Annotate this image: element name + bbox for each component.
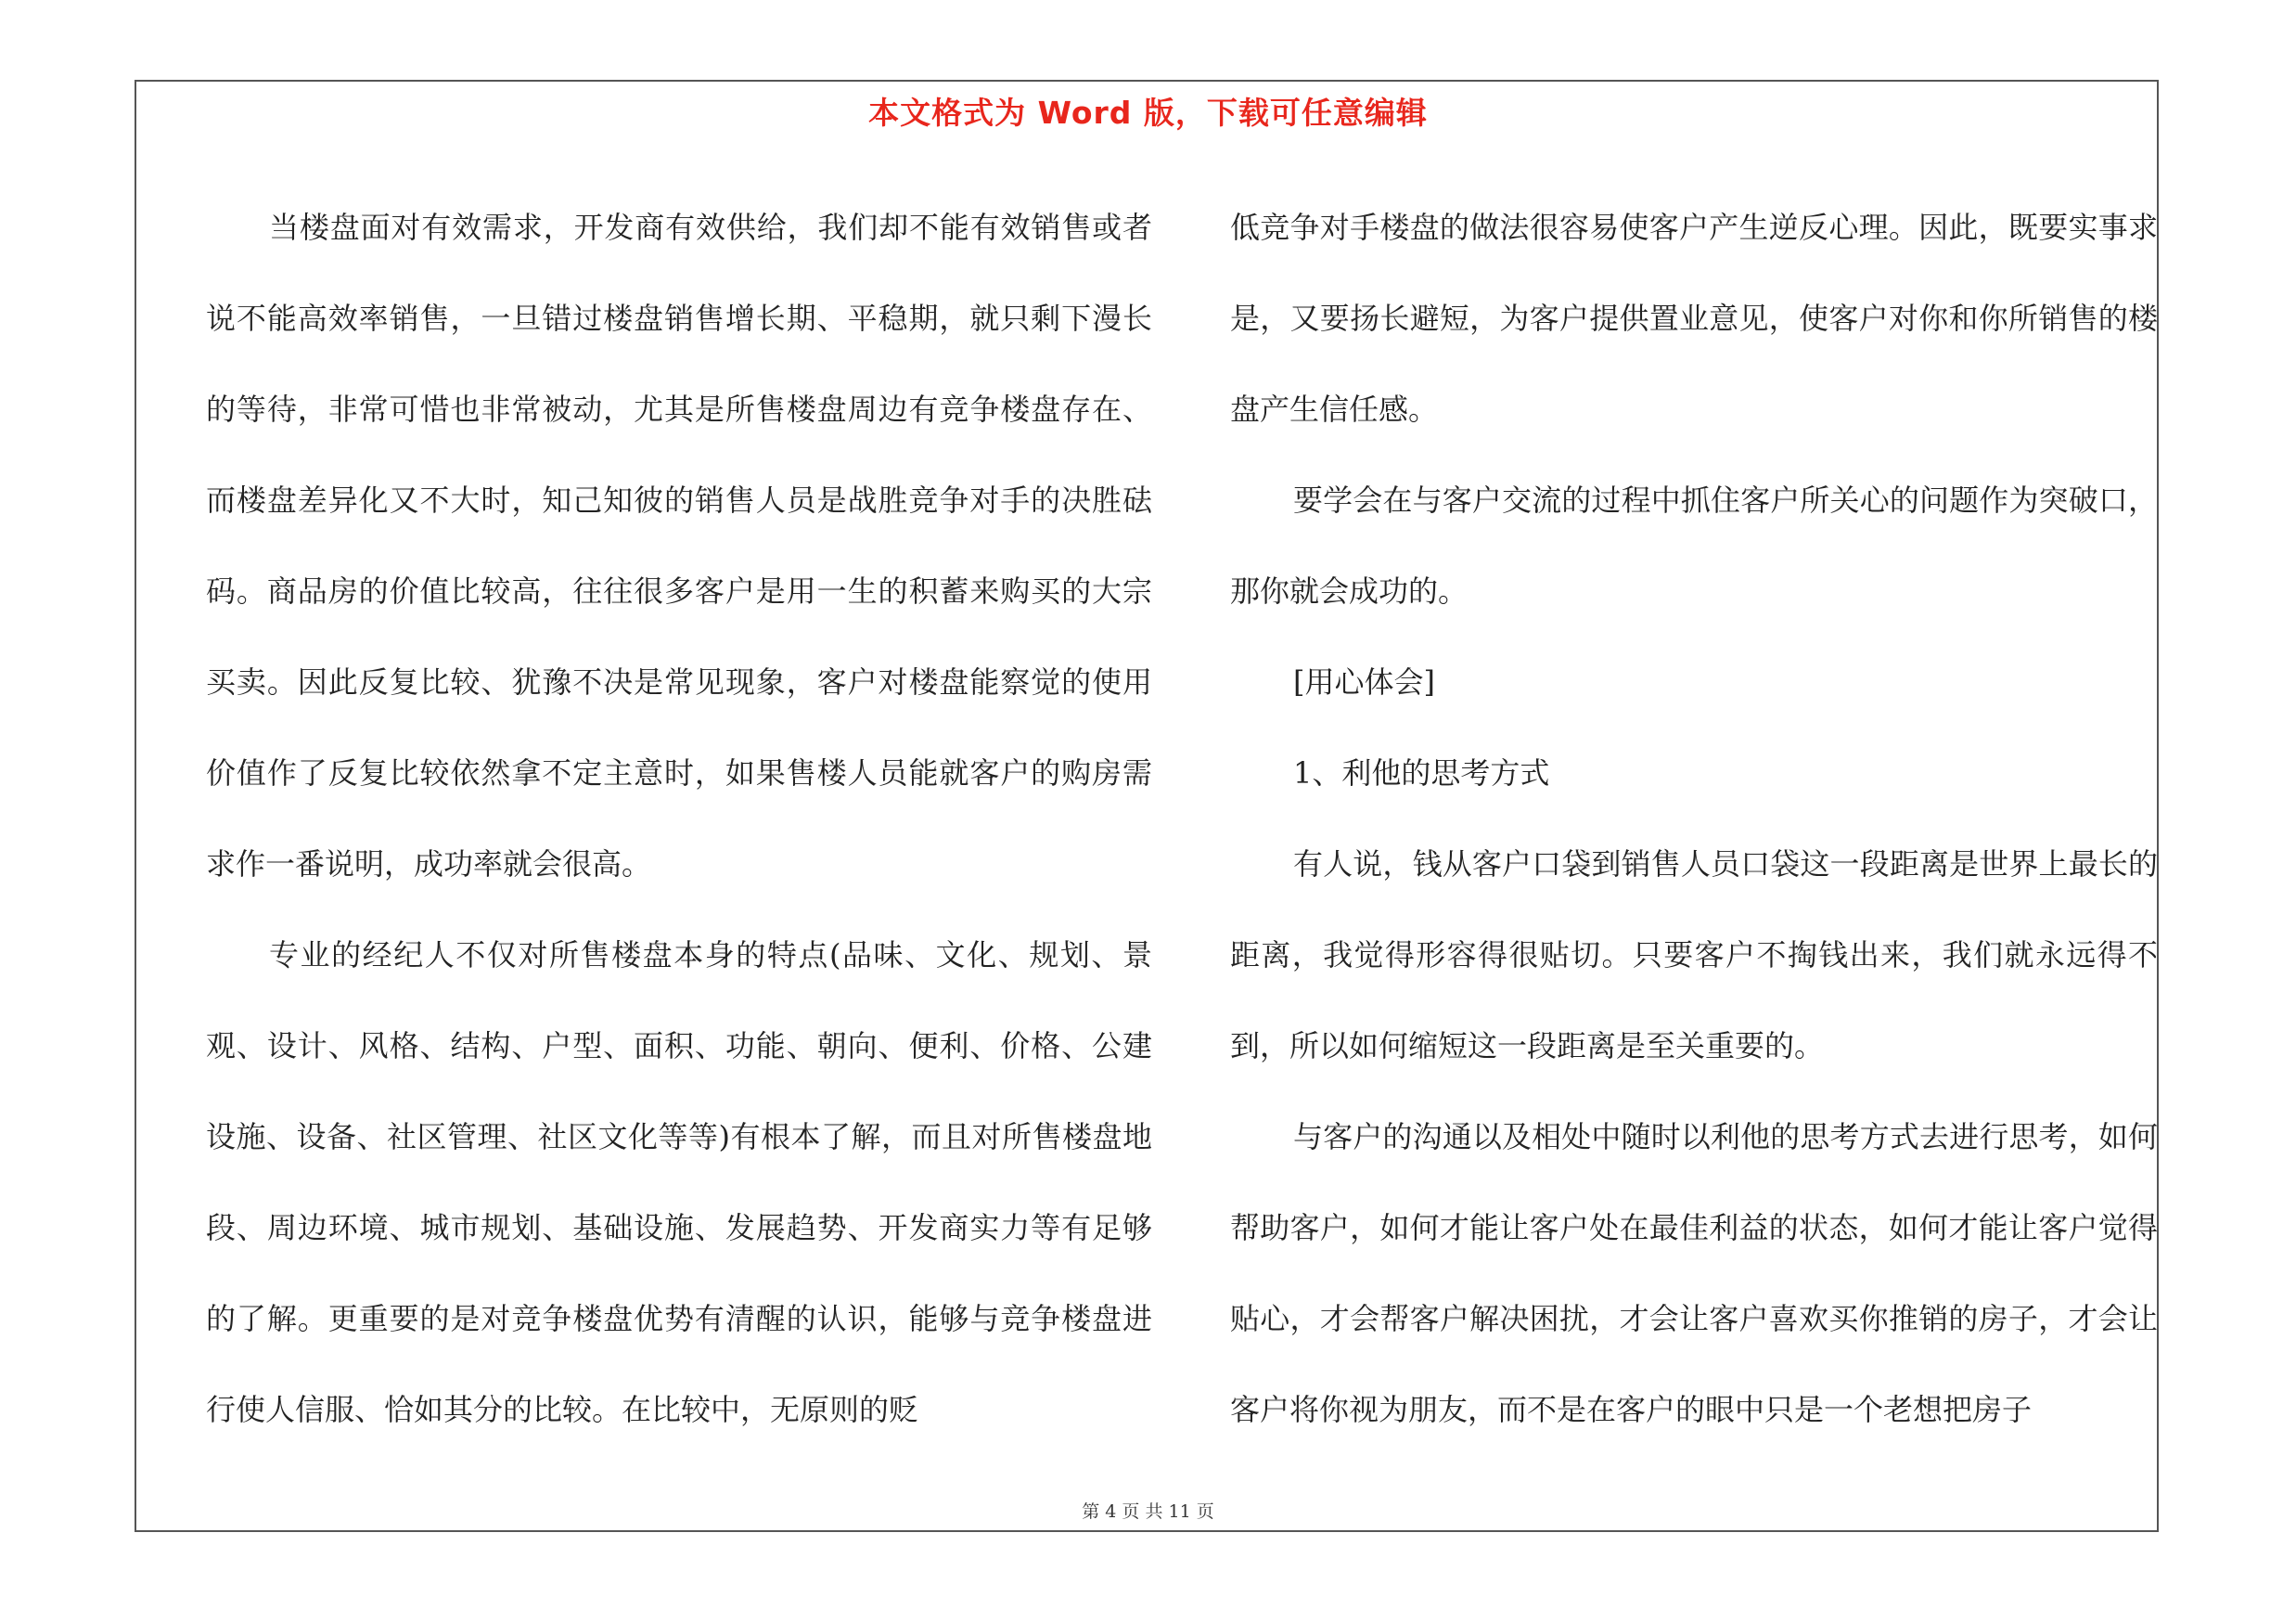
paragraph-continuation: 低竞争对手楼盘的做法很容易使客户产生逆反心理。因此，既要实事求是，又要扬长避短，为客户提供置业意见，使客户对你和你所销售的楼盘产生信任感。 bbox=[1230, 210, 2158, 427]
paragraph: 专业的经纪人不仅对所售楼盘本身的特点(品味、文化、规划、景观、设计、风格、结构、户型、面积、功能、朝向、便利、价格、公建设施、设备、社区管理、社区文化等等)有根本了解，而且对所售楼盘地段、周边环境、城市规划、基础设施、发展趋势、开发商实力等有足够的了解。更重要的是对竞争楼盘优势有清醒的认识，能够与竞争楼盘进行使人信服、恰如其分的比较。在比较中，无原则的贬 bbox=[206, 937, 1152, 1427]
paragraph: 与客户的沟通以及相处中随时以利他的思考方式去进行思考，如何帮助客户，如何才能让客户处在最佳利益的状态，如何才能让客户觉得贴心，才会帮客户解决困扰，才会让客户喜欢买你推销的房子，才会让客户将你视为朋友，而不是在客户的眼中只是一个老想把房子 bbox=[1230, 1119, 2158, 1427]
paragraph: 有人说，钱从客户口袋到销售人员口袋这一段距离是世界上最长的距离，我觉得形容得很贴切。只要客户不掏钱出来，我们就永远得不到，所以如何缩短这一段距离是至关重要的。 bbox=[1230, 846, 2158, 1063]
right-column bbox=[1230, 182, 2158, 1455]
section-heading: [用心体会] bbox=[1293, 664, 1435, 700]
left-column bbox=[206, 182, 1152, 1455]
paragraph: 要学会在与客户交流的过程中抓住客户所关心的问题作为突破口，那你就会成功的。 bbox=[1230, 483, 2158, 609]
page-number: 第 4 页 共 11 页 bbox=[1082, 1501, 1214, 1522]
format-banner: 本文格式为 Word 版，下载可任意编辑 bbox=[868, 95, 1428, 131]
paragraph: 当楼盘面对有效需求，开发商有效供给，我们却不能有效销售或者说不能高效率销售，一旦错过楼盘销售增长期、平稳期，就只剩下漫长的等待，非常可惜也非常被动，尤其是所售楼盘周边有竞争楼盘存在、而楼盘差异化又不大时，知己知彼的销售人员是战胜竞争对手的决胜砝码。商品房的价值比较高，往往很多客户是用一生的积蓄来购买的大宗买卖。因此反复比较、犹豫不决是常见现象，客户对楼盘能察觉的使用价值作了反复比较依然拿不定主意时，如果售楼人员能就客户的购房需求作一番说明，成功率就会很高。 bbox=[206, 210, 1152, 882]
subsection-heading: 1、利他的思考方式 bbox=[1293, 755, 1550, 791]
